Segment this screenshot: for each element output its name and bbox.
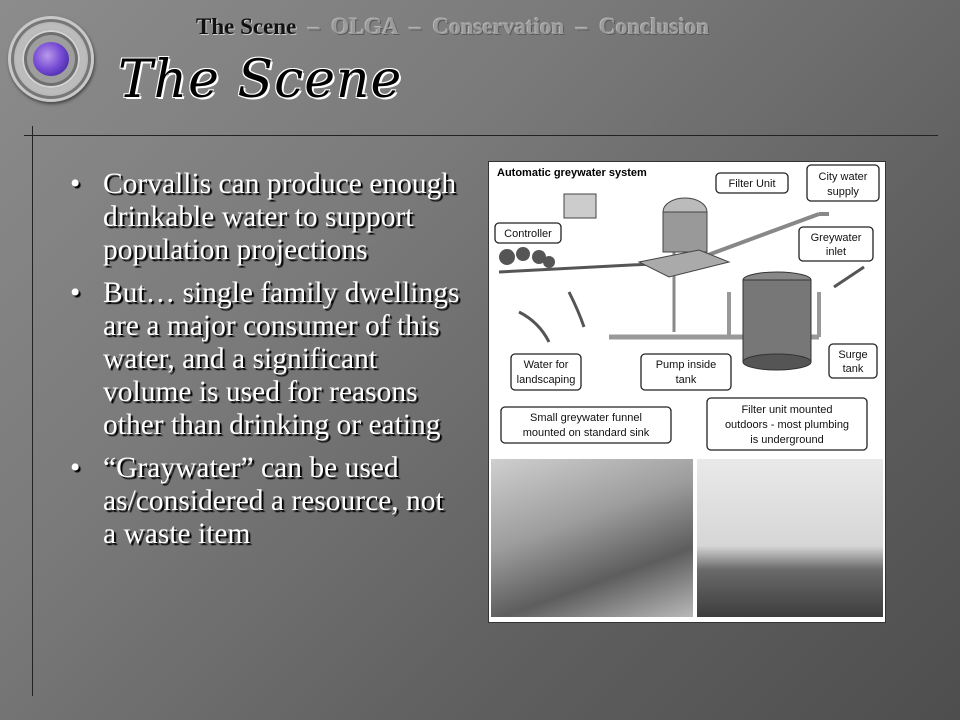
outdoor-filter-photo [697,459,883,617]
label-city-water: supply [827,186,859,198]
bullet-list [70,168,460,561]
nav-separator: – [409,14,422,39]
bullet-item: • Corvallis can produce enough drinkable water to support population projections [70,168,460,267]
label-greywater-inlet: inlet [825,246,847,258]
nav-item-olga[interactable]: OLGA [331,14,398,39]
logo-core [33,42,69,76]
title-divider [24,135,938,136]
label-outdoor-filter: Filter unit mounted [741,404,833,416]
plants-icon [499,247,555,268]
label-pump-tank: tank [675,374,697,386]
bullet-item: • But… single family dwellings are a major consumer of this water, and a significant volume is used for reasons other than drinking or eating [70,277,460,442]
label-surge-tank: Surge [838,349,868,361]
label-water-landscaping: Water for [523,359,569,371]
label-city-water: City water [818,171,868,183]
filter-body [663,212,707,252]
nav-item-conclusion[interactable]: Conclusion [599,14,710,39]
label-outdoor-filter: is underground [750,434,824,446]
label-funnel: Small greywater funnel [530,412,642,424]
label-surge-tank: tank [842,363,864,375]
diagram-heading: Automatic greywater system [497,167,647,179]
greywater-system-figure [488,161,886,623]
label-controller: Controller [504,228,552,240]
nav-item-the-scene[interactable]: The Scene [196,14,297,39]
label-pump-tank: Pump inside [655,359,717,371]
sink-photo [491,459,693,617]
surge-tank-bottom [743,354,811,370]
nav-separator: – [308,14,320,39]
nav-item-conservation[interactable]: Conservation [432,14,565,39]
label-outdoor-filter: outdoors - most plumbing [724,419,850,431]
nav-separator: – [576,14,588,39]
label-filter-unit: Filter Unit [728,178,776,190]
system-diagram [489,162,885,460]
slide-title: The Scene [118,50,403,110]
bullet-item: • “Graywater” can be used as/considered a resource, not a waste item [70,452,460,551]
section-nav [196,14,709,40]
label-water-landscaping: landscaping [516,374,576,386]
vertical-divider [32,126,33,696]
surge-tank-icon [743,280,811,362]
controller-icon [564,194,596,218]
label-funnel: mounted on standard sink [522,427,650,439]
logo-emblem-icon [8,16,94,102]
label-greywater-inlet: Greywater [810,232,862,244]
